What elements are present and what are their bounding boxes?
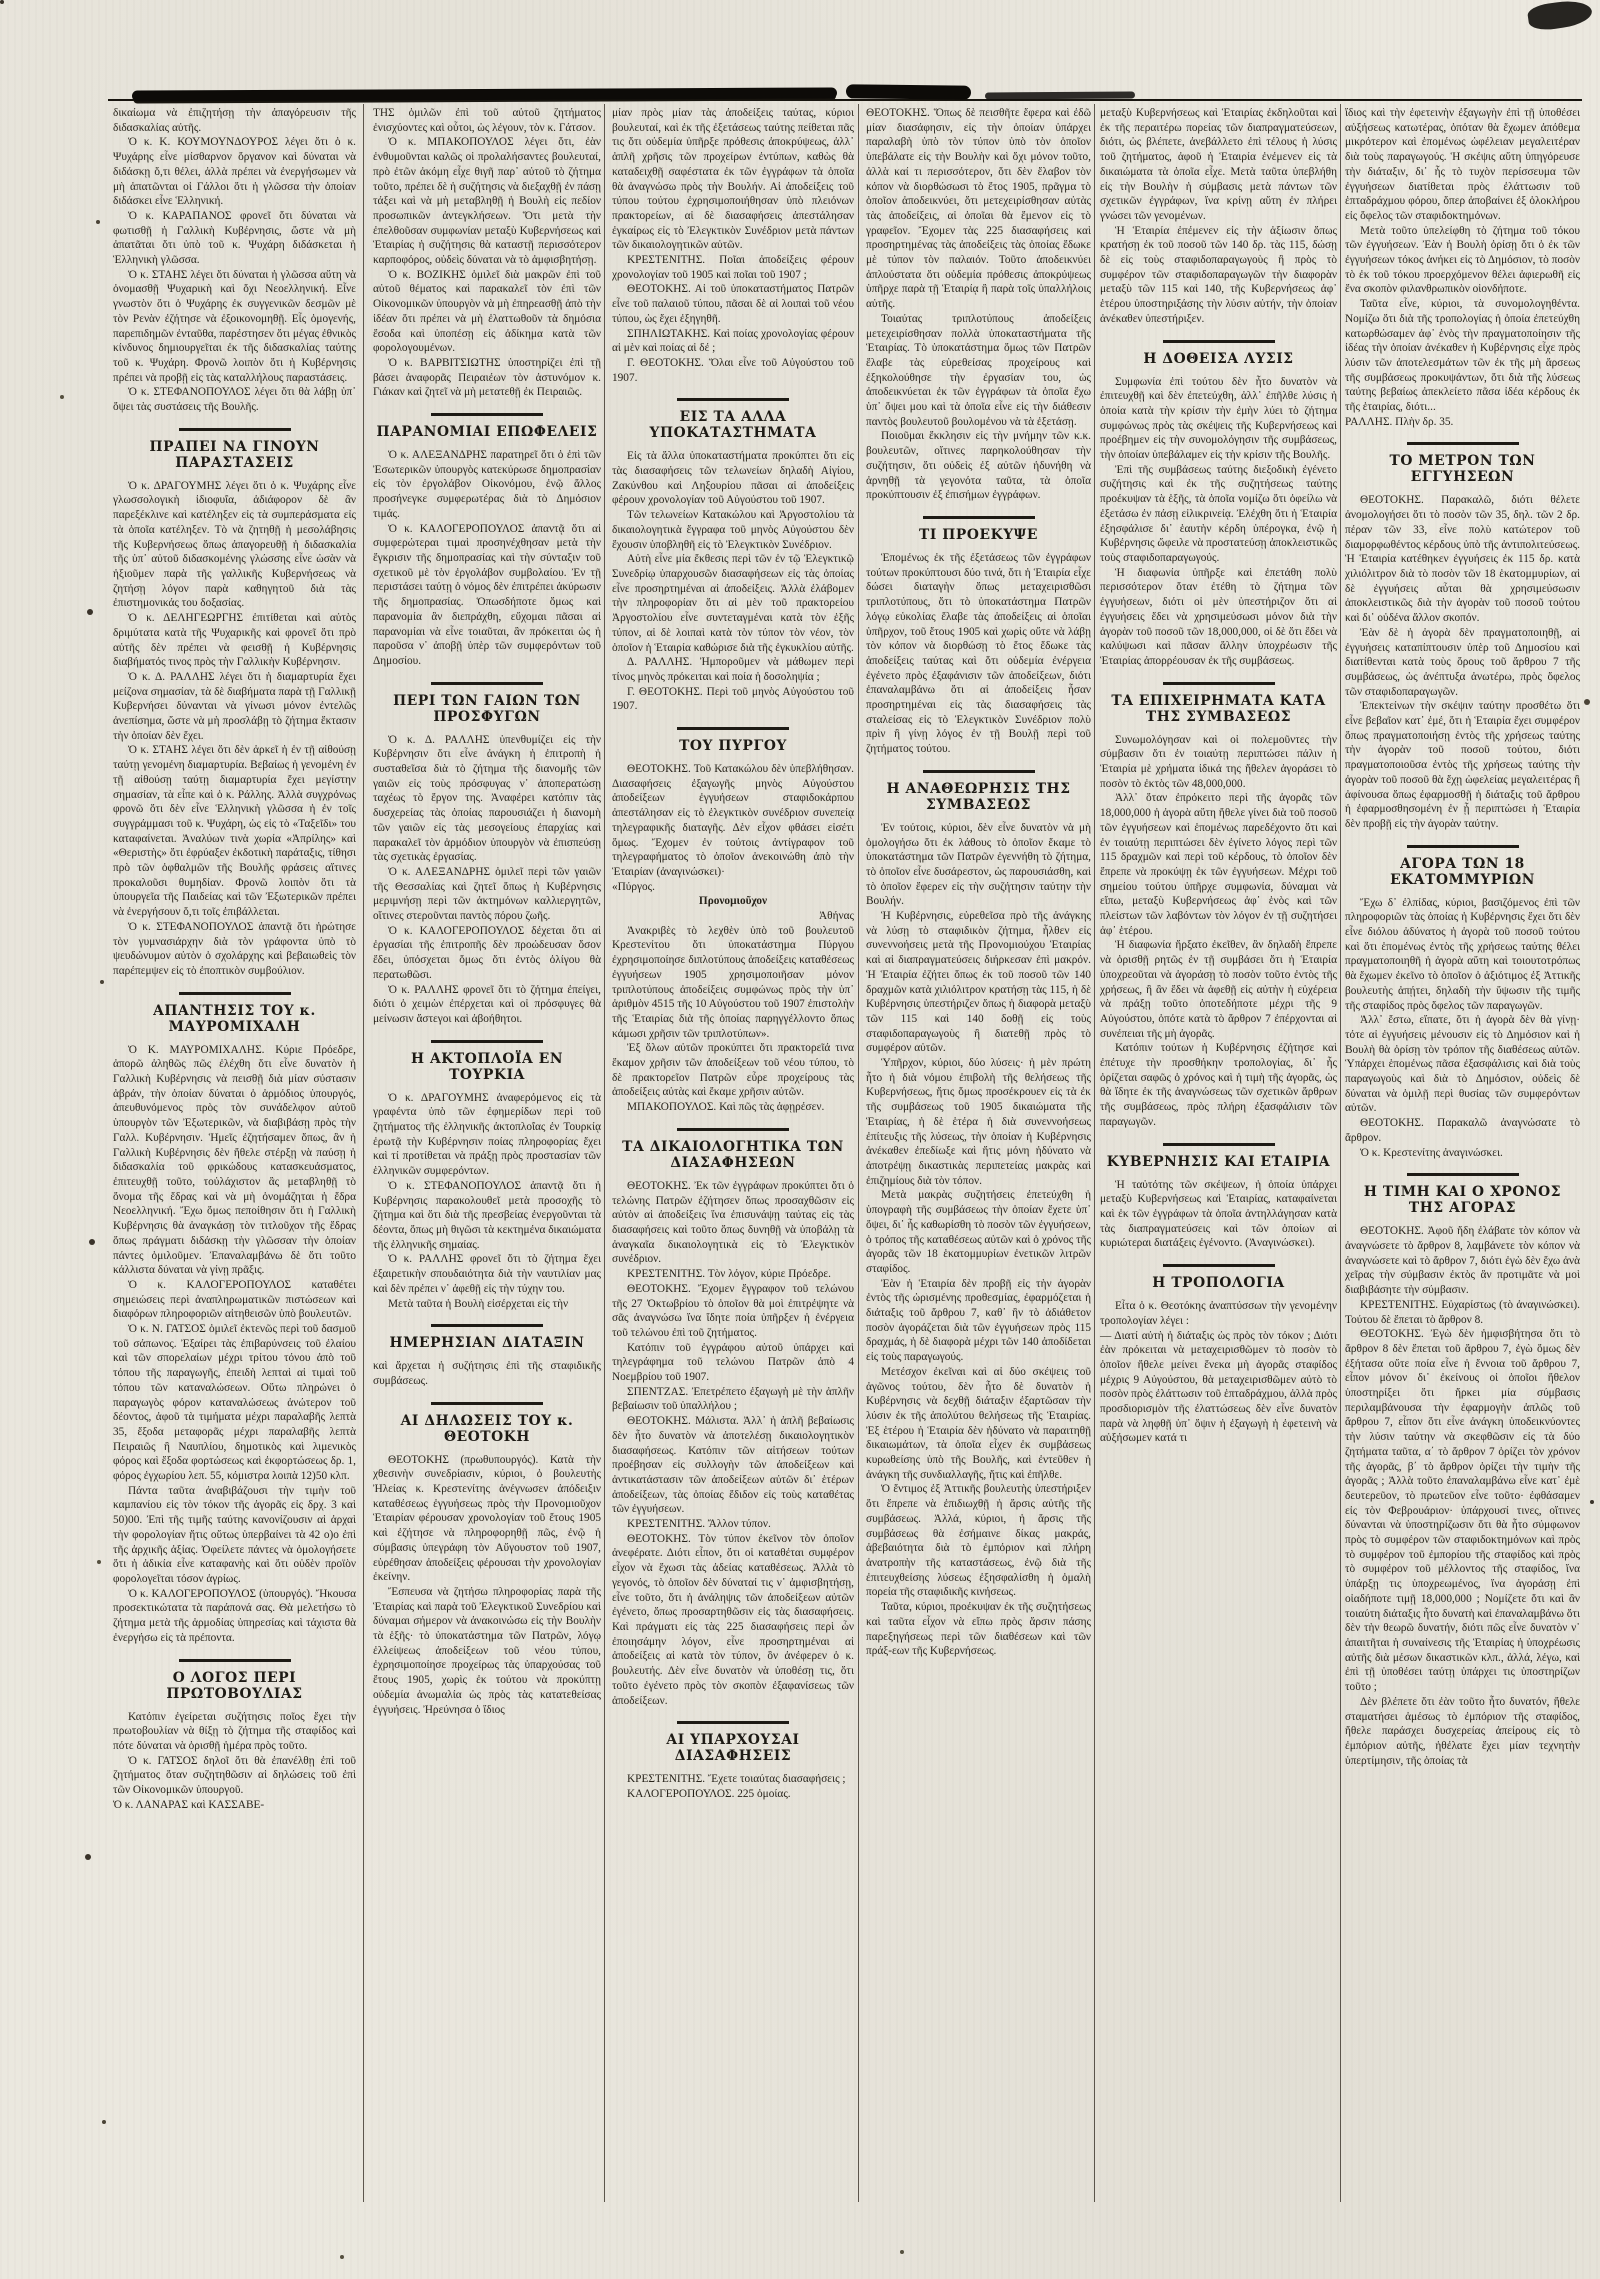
paragraph: μίαν πρὸς μίαν τὰς ἀποδείξεις ταύτας, κύριοι βουλευταί, καὶ ἐκ τῆς ἐξετάσεως ταύτης πείθεται πᾶς τις ὅτι οὐδεμία ὑπῆρξε πρόθεσις ἀποκρύψεως, ἀλλ᾽ ἁπλῆ χρῆσις τῶν προχείρων ἐντύπων, καθὼς θὰ καταδειχθῇ σαφέστατα ἐκ τῶν ἐγγράφων τὰ ὁποῖα θὰ ἀναγνώσω πρὸς τὴν Βουλήν. Αἱ ἀποδείξεις τοῦ τύπου τούτου ἐχρησιμοποιήθησαν ὑπὸ πλειόνων πρακτορείων, αἱ δὲ διασαφήσεις ἀπεστάλησαν ἐγκαίρως εἰς τὸ Ἐλεγκτικὸν Συνέδριον μετὰ πάντων τῶν δικαιολογητικῶν αὐτῶν. <box>612 107 854 252</box>
paragraph: ΘΕΟΤΟΚΗΣ. Ἀφοῦ ἤδη ἐλάβατε τὸν κόπον νὰ ἀναγνώσετε τὸ ἄρθρον 8, λαμβάνετε τὸν κόπον νὰ ἀναγνώσετε καὶ τὸ ἄρθρον 7, διότι ἐγὼ δὲν ἔχω ἀνὰ χεῖρας τὴν σύμβασιν ἐκτὸς ἂν προτιμᾶτε νὰ μοὶ διαβιβάσητε τὴν σύμβασιν. <box>1345 1225 1580 1297</box>
column-1 <box>113 106 356 1812</box>
column-4 <box>866 106 1091 1659</box>
paragraph: μεταξὺ Κυβερνήσεως καὶ Ἑταιρίας ἐκδηλοῦται καὶ ἐκ τῆς περαιτέρω πορείας τῶν διαπραγματεύσεων, διότι, ὡς βλέπετε, ἀνεβάλλετο ἐπὶ τέλους ἡ λύσις τοῦ ζητήματος, ἀφοῦ ἡ Ἑταιρία ἐνέμενεν εἰς τὰ δικαιώματα τὰ ὁποῖα εἶχε. Μετὰ ταῦτα ὑπεβλήθη εἰς τὴν Βουλὴν ἡ σύμβασις μετὰ πάντων τῶν σχετικῶν ἐγγράφων, ἵνα κρίνῃ αὕτη ἐν πλήρει γνώσει τῶν γενομένων. <box>1100 107 1337 222</box>
section-heading: ΤΑ ΕΠΙΧΕΙΡΗΜΑΤΑ ΚΑΤΑ ΤΗΣ ΣΥΜΒΑΣΕΩΣ <box>1102 682 1335 725</box>
paragraph: ΤΗΣ ὁμιλῶν ἐπὶ τοῦ αὐτοῦ ζητήματος ἐνισχύοντες καὶ οὗτοι, ὡς λέγουν, τὸν κ. Γάτσον. <box>373 107 601 134</box>
paragraph: Ὁ κ. ΒΟΖΙΚΗΣ ὁμιλεῖ διὰ μακρῶν ἐπὶ τοῦ αὐτοῦ θέματος καὶ παρακαλεῖ τὸν ἐπὶ τῶν Οἰκονομικῶν ὑπουργὸν νὰ μὴ ἐπηρεασθῇ ἀπὸ τὴν ἰδέαν ὅτι πρέπει νὰ μὴ ἐλαττωθοῦν τὰ δημόσια ἔσοδα καὶ ὑποπέσῃ εἰς ἀδίκημα κατὰ τῶν φορολογουμένων. <box>373 268 601 355</box>
paragraph: Εἰς τὰ ἄλλα ὑποκαταστήματα προκύπτει ὅτι εἰς τὰς διασαφήσεις τῶν τελωνείων δηλαδὴ Αἰγίου, Ζακύνθου καὶ Ληξουρίου πᾶσαι αἱ ἀποδείξεις φέρουν χρονολογίαν τοῦ Αὐγούστου τοῦ 1907. <box>612 450 854 507</box>
paragraph: Ὁ κ. ΚΑΛΟΓΕΡΟΠΟΥΛΟΣ (ὑπουργός). Ἤκουσα προσεκτικώτατα τὰ παράπονά σας. Θὰ μελετήσω τὸ ζήτημα μετὰ τῆς ἁρμοδίας ὑπηρεσίας καὶ τάχιστα θὰ ἐνεργήσω εἰς τὰ πρέποντα. <box>113 1587 356 1644</box>
paragraph: Ἀθήνας <box>819 910 854 923</box>
paragraph: Ἑπομένως ἐκ τῆς ἐξετάσεως τῶν ἐγγράφων τούτων προκύπτουσι δύο τινά, ὅτι ἡ Ἑταιρία εἶχε δώσει διαταγὴν ὅπως μεταχειρισθῶσι τριπλοτύπους, ὅτι τὸ ὑποκατάστημα Πατρῶν λόγῳ εὐκολίας ἔλαβε τὰς ἀποδείξεις αἱ ὁποῖαι ὑπῆρχον, τοῦ ἔτους 1905 καὶ χωρὶς οὔτε νὰ λάβῃ τὸν κόπον νὰ διορθώσῃ τὸ ἔτος ἔδωκε τὰς ἀποδείξεις ταύτας καὶ ὅτι οὐδεμία ἐνέργεια ἐγένετο πρὸς ἐξαφάνισιν τῶν ἀποδείξεων, διότι ἐπαναλαμβάνω ὅτι αἱ ἀποδείξεις ἦσαν προσηρτημέναι εἰς τὰς διασαφήσεις τὰς σταλείσας εἰς τὸ Ἐλεγκτικὸν Συνέδριον πολὺ πρὶν ἢ γίνῃ λόγος ἐν τῇ Βουλῇ περὶ τοῦ ζητήματος τούτου. <box>866 551 1091 756</box>
section-heading: Η ΔΟΘΕΙΣΑ ΛΥΣΙΣ <box>1102 340 1335 367</box>
paragraph: Ὑπῆρχον, κύριοι, δύο λύσεις· ἡ μὲν πρώτη ἦτο ἡ διὰ νόμου ἐπιβολὴ τῆς θελήσεως τῆς Κυβερνήσεως, ἥτις ὅμως προσέκρουεν εἰς τὰ ἐκ τῆς συμβάσεως τοῦ 1905 δικαιώματα τῆς Ἑταιρίας, ἡ δὲ ἑτέρα ἡ διὰ συνεννοήσεως ἐπίτευξις τῆς λύσεως, τὴν ὁποίαν ἡ Κυβέρνησις ἀνέκαθεν ἐπεδίωξε καὶ ἥτις μόνη ἠδύνατο νὰ ἀποτρέψῃ δικαστικὰς περιπετείας μακρὰς καὶ ἐπιζημίους διὰ τὸν τόπον. <box>866 1057 1091 1187</box>
paragraph: Ὁ κ. ΔΕΛΗΓΕΩΡΓΗΣ ἐπιτίθεται καὶ αὐτὸς δριμύτατα κατὰ τῆς Ψυχαρικῆς καὶ φρονεῖ ὅτι πρὸ αὐτῆς δὲν πρέπει νὰ φεισθῇ ἡ Κυβέρνησις διαβήματός τινος πρὸς τὴν Γαλλικὴν Κυβέρνησιν. <box>113 612 356 669</box>
section-heading: Ο ΛΟΓΟΣ ΠΕΡΙ ΠΡΩΤΟΒΟΥΛΙΑΣ <box>115 1659 354 1702</box>
column-divider <box>363 104 364 2202</box>
section-heading: Η ΑΚΤΟΠΛΟΪΑ ΕΝ ΤΟΥΡΚΙΑ <box>375 1040 599 1083</box>
paragraph: Ἡ Κυβέρνησις, εὑρεθεῖσα πρὸ τῆς ἀνάγκης νὰ λύσῃ τὸ σταφιδικὸν ζήτημα, ἦλθεν εἰς συνεννοήσεις μετὰ τῆς Προνομιούχου Ἑταιρίας καὶ αἱ διαπραγματεύσεις διήρκεσαν ἐπὶ μακρόν. Ἡ Ἑταιρία ἐζήτει ὅπως ἐκ τοῦ ποσοῦ τῶν 140 δραχμῶν κατὰ χιλιόλιτρον κρατήσῃ τὰς 115, ἡ δὲ Κυβέρνησις ὑπεστήριζεν ὅπως ἡ διαφορὰ μεταξὺ τῶν 115 καὶ 140 δοθῇ εἰς τοὺς σταφιδοπαραγωγοὺς ἢ διατεθῇ πρὸς τὸ συμφέρον αὐτῶν. <box>866 910 1091 1055</box>
paragraph: Δὲν βλέπετε ὅτι ἐὰν τοῦτο ἦτο δυνατόν, ἤθελε σταματήσει ἀμέσως τὸ ἐμπόριον τῆς σταφίδος, ἤθελε παράσχει δυσχερείας ἀπείρους εἰς τὸ ἐμπόριον αὐτῆς, ἠθέλατε ἔχει μίαν τεχνητὴν ὑπερτίμησιν, τῆς ὁποίας τὰ <box>1345 1695 1580 1767</box>
paragraph: Ἔσπευσα νὰ ζητήσω πληροφορίας παρὰ τῆς Ἑταιρίας καὶ παρὰ τοῦ Ἐλεγκτικοῦ Συνεδρίου καὶ δύναμαι σήμερον νὰ ἀνακοινώσω εἰς τὴν Βουλὴν τὰ ἑξῆς· τὸ ὑποκατάστημα τῶν Πατρῶν, λόγῳ ἐλλείψεως ἀποδείξεων τοῦ νέου τύπου, ἐχρησιμοποίησε προχείρως τὰς ὑπαρχούσας τοῦ ἔτους 1905, χωρὶς ἐκ τούτου νὰ προκύπτῃ οὐδεμία ἀνωμαλία ὡς πρὸς τὰς κατατεθείσας ἐγγυήσεις. Ἠρεύνησα ὁ ἴδιος <box>373 1585 601 1716</box>
section-heading: ΚΥΒΕΡΝΗΣΙΣ ΚΑΙ ΕΤΑΙΡΙΑ <box>1102 1143 1335 1170</box>
column-5 <box>1100 106 1337 1446</box>
paragraph: Ὁ κ. ΔΡΑΓΟΥΜΗΣ ἀναφερόμενος εἰς τὰ γραφέντα ὑπὸ τῶν ἐφημερίδων περὶ τοῦ ζητήματος τῆς ἑλληνικῆς ἀκτοπλοΐας ἐν Τουρκίᾳ ἐρωτᾷ τὴν Κυβέρνησιν ποίας πληροφορίας ἔχει καὶ τί προτίθεται νὰ πράξῃ πρὸς προστασίαν τῶν ἑλληνικῶν συμφερόντων. <box>373 1091 601 1178</box>
paragraph: Ποιοῦμαι ἔκκλησιν εἰς τὴν μνήμην τῶν κ.κ. βουλευτῶν, οἵτινες παρηκολούθησαν τὴν συζήτησιν, ὅτι οὐδεὶς ἐξ αὐτῶν ἠδυνήθη νὰ ἀρνηθῇ τὰ γεγονότα ταῦτα, τὰ ὁποῖα προκύπτουσιν ἐξ ἐπισήμων ἐγγράφων. <box>866 430 1091 502</box>
ink-smudge <box>846 84 971 99</box>
paragraph: Ὁ κ. ΣΤΑΗΣ λέγει ὅτι δύναται ἡ γλῶσσα αὕτη νὰ ὀνομασθῇ Ψυχαρικὴ καὶ ὄχι Νεοελληνική. Εἶνε γνωστὸν ὅτι ὁ Ψυχάρης ἐκ συγγενικῶν δεσμῶν μὲ τὸν Ρενὰν ἐζήτησε νὰ ἐξοικονομηθῇ. Εἷς ὁμογενής, παρεπιδημῶν ἐνταῦθα, παρέστησεν ὅτι μέγας ἐθνικὸς κίνδυνος δημιουργεῖται ἐκ τῆς διδασκαλίας ταύτης τοῦ κ. Ψυχάρη. Φρονῶ λοιπὸν ὅτι ἡ Κυβέρνησις πρέπει νὰ προβῇ εἰς τὰς καταλλήλους παραστάσεις. <box>113 268 356 384</box>
section-heading: Η ΤΙΜΗ ΚΑΙ Ο ΧΡΟΝΟΣ ΤΗΣ ΑΓΟΡΑΣ <box>1347 1173 1578 1216</box>
column-2 <box>373 106 601 1717</box>
paragraph: Προνομιοῦχον <box>698 895 768 908</box>
column-6 <box>1345 106 1580 1768</box>
paragraph: Ὁ κ. ΑΛΕΞΑΝΔΡΗΣ ὁμιλεῖ περὶ τῶν γαιῶν τῆς Θεσσαλίας καὶ ζητεῖ ὅπως ἡ Κυβέρνησις μεριμνήσῃ περὶ τῶν ἀκτημόνων καλλιεργητῶν, οἵτινες στεροῦνται παντὸς πόρου ζωῆς. <box>373 865 601 923</box>
paragraph: ΡΑΛΛΗΣ. Πλὴν δρ. 35. <box>1345 415 1454 428</box>
paragraph: ΘΕΟΤΟΚΗΣ. Ἐκ τῶν ἐγγράφων προκύπτει ὅτι ὁ τελώνης Πατρῶν ἐζήτησεν ὅπως προσαχθῶσιν εἰς αὐτὸν αἱ ἀποδείξεις ἵνα ἐπισυνάψῃ ταύτας εἰς τὰς διασαφήσεις καὶ τοῦτο ὅπως δυνηθῇ νὰ ὑποβάλῃ τὰ ἀναγκαῖα δικαιολογητικὰ εἰς τὸ Ἐλεγκτικὸν συνέδριον. <box>612 1179 854 1266</box>
paragraph: Ὁ κ. ΜΠΑΚΟΠΟΥΛΟΣ λέγει ὅτι, ἐὰν ἐνθυμοῦνται καλῶς οἱ προλαλήσαντες βουλευταί, πρὸ ἐτῶν ἀκόμη εἶχε θιγῆ παρ᾽ αὐτοῦ τὸ ζήτημα τοῦτο, πρέπει δὲ ἡ συζήτησις νὰ διεξαχθῇ ἐν πάσῃ τάξει καὶ νὰ μὴ μεταβληθῇ ἡ Βουλὴ εἰς πεδίον προσωπικῶν ἀντεγκλήσεων. Ὅτι μετὰ τὴν ἐπελθοῦσαν συμφωνίαν μεταξὺ Κυβερνήσεως καὶ Ἑταιρίας ἡ συζήτησις θὰ καταστῇ περισσότερον καρποφόρος, οὐδεὶς δύναται νὰ τὸ ἀμφισβητήσῃ. <box>373 136 601 267</box>
paragraph: Ὁ κ. ΚΑΛΟΓΕΡΟΠΟΥΛΟΣ δέχεται ὅτι αἱ ἐργασίαι τῆς ἐπιτροπῆς δὲν προώδευσαν ὅσον ἔδει, ὑπόσχεται ὅμως ὅτι ἐντὸς ὀλίγου θὰ περατωθῶσι. <box>373 924 601 981</box>
section-heading: Η ΑΝΑΘΕΩΡΗΣΙΣ ΤΗΣ ΣΥΜΒΑΣΕΩΣ <box>868 770 1089 813</box>
paragraph: ΚΡΕΣΤΕΝΙΤΗΣ. Ἔχετε τοιαύτας διασαφήσεις ; <box>627 1773 846 1786</box>
paragraph: Εἶτα ὁ κ. Θεοτόκης ἀναπτύσσων τὴν γενομένην τροπολογίαν λέγει : <box>1100 1300 1337 1327</box>
paragraph: Ἐὰν δὲ ἡ ἀγορὰ δὲν πραγματοποιηθῇ, αἱ ἐγγυήσεις καταπίπτουσιν ὑπὲρ τοῦ Δημοσίου καὶ διατίθενται κατὰ τοὺς ὅρους τοῦ ἄρθρου 7 τῆς συμβάσεως, ὡς ἀνέπτυξα ἀνωτέρω, πρὸς ὄφελος τῶν σταφιδοπαραγωγῶν. <box>1345 626 1580 698</box>
paragraph: Ἀλλ᾽ ὅταν ἐπρόκειτο περὶ τῆς ἀγορᾶς τῶν 18,000,000 ἡ ἀγορὰ αὕτη ἤθελε γίνει διὰ τοῦ ποσοῦ τῶν ἐγγυήσεων καὶ ἑπομένως παρεδέχοντο ὅτι καὶ ἐν τοιαύτῃ περιπτώσει δὲν ἐγίνετο λόγος περὶ τῶν 115 δραχμῶν καὶ περὶ τοῦ κέρδους, τὸ ὁποῖον δὲν ἔπρεπε νὰ προκύψῃ ἐκ τῶν ἐγγυήσεων. Μέχρι τοῦ σημείου τούτου ὑπῆρχε συμφωνία, δύναμαι νὰ εἴπω, μεταξὺ Κυβερνήσεως ἀφ᾽ ἑνὸς καὶ τῶν πλείστων τῶν λαβόντων τὸν λόγον ἐν τῇ συζητήσει ἀφ᾽ ἑτέρου. <box>1100 792 1337 937</box>
paragraph: Ὁ κ. ΛΑΝΑΡΑΣ καὶ ΚΑΣΣΑΒΕ- <box>113 1798 265 1811</box>
paragraph: Ὁ κ. ΚΑΡΑΠΑΝΟΣ φρονεῖ ὅτι δύναται νὰ φωτισθῇ ἡ Γαλλικὴ Κυβέρνησις, ὥστε νὰ μὴ ἀπατᾶται ὅτι ὑπὸ τοῦ κ. Ψυχάρη διδάσκεται ἡ Ἑλληνικὴ γλῶσσα. <box>113 209 356 267</box>
paragraph: ΘΕΟΤΟΚΗΣ. Αἱ τοῦ ὑποκαταστήματος Πατρῶν εἶνε τοῦ παλαιοῦ τύπου, πᾶσαι δὲ αἱ λοιπαὶ τοῦ νέου τύπου, ὡς ἔχει ἐξηγηθῆ. <box>612 283 854 325</box>
paragraph: Τῶν τελωνείων Κατακώλου καὶ Ἀργοστολίου τὰ δικαιολογητικὰ ἔγγραφα τοῦ μηνὸς Αὐγούστου δὲν ἔχουσιν ὑποβληθῆ εἰς τὸ Ἐλεγκτικὸν Συνέδριον. <box>612 509 854 551</box>
paragraph: Ὁ κ. ΔΡΑΓΟΥΜΗΣ λέγει ὅτι ὁ κ. Ψυχάρης εἶνε γλωσσολογικὴ ἰδιοφυΐα, ἀδιάφορον δὲ ἂν παρεξέκλινε καὶ κατέληξεν εἰς τὰ συμπεράσματα εἰς τὰ ὁποῖα κατέληξεν. Τὸ νὰ ζητηθῇ ἡ μεσολάβησις τῆς Κυβερνήσεως ὅπως ἀπαγορευθῇ ἡ διδασκαλία τῆς ὑπ᾽ αὐτοῦ διδασκομένης γλώσσης εἶνε ὡσὰν νὰ ἠξιοῦμεν παρὰ τῆς γαλλικῆς Κυβερνήσεως νὰ ζητήσῃ λόγον παρὰ καθηγητοῦ διὰ τὰς ἐπιστημονικάς του δοξασίας. <box>113 479 356 610</box>
paragraph: ΚΡΕΣΤΕΝΙΤΗΣ. Τὸν λόγον, κύριε Πρόεδρε. <box>627 1268 831 1281</box>
paragraph: Ἐπὶ τῆς συμβάσεως ταύτης διεξοδικὴ ἐγένετο συζήτησις καὶ ἐκ τῆς συζητήσεως ταύτης προέκυψαν τὰ ἑξῆς, τὰ ὁποῖα νομίζω ὅτι ὀφείλω νὰ ἐξετάσω ἐν πάσῃ εἰλικρινείᾳ. Ἐλέχθη ὅτι ἡ Ἑταιρία ἐξησφάλισε δι᾽ ἑαυτὴν κέρδη ὑπέρογκα, ἐνῷ ἡ Κυβέρνησις ὤφειλε νὰ προστατεύσῃ ἀποκλειστικῶς τοὺς σταφιδοπαραγωγούς. <box>1100 463 1337 564</box>
paragraph: ΘΕΟΤΟΚΗΣ. Μάλιστα. Ἀλλ᾽ ἡ ἁπλῆ βεβαίωσις δὲν ἦτο δυνατὸν νὰ ἀποτελέσῃ δικαιολογητικὸν διασαφήσεως. Κατόπιν τῶν αἰτήσεων τούτων προέβησαν εἰς συλλογὴν τῶν ἀποδείξεων καὶ ἀντικατάστασιν τῶν ἀποδείξεων αὐτῶν δι᾽ ἑτέρων ἀποδείξεων, τὰς ὁποίας ἔδιδον εἰς τοὺς καταθέτας τῶν ἐγγυήσεων. <box>612 1415 854 1516</box>
ink-smudge <box>985 91 1135 99</box>
paragraph: ΚΡΕΣΤΕΝΙΤΗΣ. Ποῖαι ἀποδείξεις φέρουν χρονολογίαν τοῦ 1905 καὶ ποῖαι τοῦ 1907 ; <box>612 254 854 281</box>
paragraph: Ἐν τούτοις, κύριοι, δὲν εἶνε δυνατὸν νὰ μὴ ὁμολογήσω ὅτι ἐκ λάθους τὸ ὁποῖον ἔκαμε τὸ ὑποκατάστημα τῶν Πατρῶν ἐγεννήθη τὸ ζήτημα, τὸ ὁποῖον εἶνε δυσάρεστον, ὡς παρουσιάσθη, καὶ τὸ ὁποῖον ἔφερεν εἰς τὴν συζήτησιν ταύτην τὴν Βουλήν. <box>866 821 1091 908</box>
paragraph: Συμφωνία ἐπὶ τούτου δὲν ἦτο δυνατὸν νὰ ἐπιτευχθῇ καὶ δὲν ἐπετεύχθη, ἀλλ᾽ ἐπῆλθε λύσις ἡ ὁποία κατὰ τὴν κρίσιν τὴν ἐμὴν λύει τὸ ζήτημα συμφώνως πρὸς τὰς σκέψεις τῆς Κυβερνήσεως καὶ προέβημεν εἰς τὴν συνομολόγησιν τῆς συμβάσεως, τὴν ὁποίαν ὑπεβάλαμεν εἰς τὴν κρίσιν τῆς Βουλῆς. <box>1100 375 1337 462</box>
paragraph: Ὁ κ. ΣΤΑΗΣ λέγει ὅτι δὲν ἀρκεῖ ἡ ἐν τῇ αἰθούσῃ ταύτῃ γενομένη διαμαρτυρία. Βεβαίως ἡ γενομένη ἐν τῇ αἰθούσῃ ταύτῃ διαμαρτυρία ἔχει μεγίστην σημασίαν, τὰ εἶπε καὶ ὁ κ. Ράλλης. Ἀλλὰ συγχρόνως φρονῶ ὅτι δὲν εἶνε Ἑλληνικὴ γλῶσσα ἡ ἐν τοῖς συγγράμμασι τοῦ κ. Ψυχάρη, ὡς εἰς τὸ «Ταξεῖδι» του καταφαίνεται. Ἀναλύων τινὰ χωρία «Ἀπρίλης» καὶ «Θεριστὴς» ὅτι ἐφρύαξεν ἐκδοτικὴ παράταξις, τίθησι πρὸ τῶν ὀφθαλμῶν τῆς Βουλῆς φράσεις αἵτινες προκαλοῦσι θυμηδίαν. Φρονῶ λοιπὸν ὅτι τὰ ὑπουργεῖα τῆς Παιδείας καὶ τῶν Ἐξωτερικῶν πρέπει νὰ ἐνεργήσουν ὅ,τι τοῖς ἐπιβάλλεται. <box>113 744 356 919</box>
paragraph: Ἡ ταὐτότης τῶν σκέψεων, ἡ ὁποία ὑπάρχει μεταξὺ Κυβερνήσεως καὶ Ἑταιρίας, καταφαίνεται καὶ ἐκ τῶν ἐγγράφων τὰ ὁποῖα ἀντηλλάγησαν κατὰ τὰς διαπραγματεύσεις καὶ τῶν ὁποίων αἱ κυριώτεραι διατάξεις ἐγένοντο. (Ἀναγινώσκει). <box>1100 1178 1337 1250</box>
paragraph: Ὁ ἔντιμος ἐξ Ἀττικῆς βουλευτὴς ὑπεστήριξεν ὅτι ἔπρεπε νὰ ἐπιδιωχθῇ ἡ ἄρσις αὐτῆς τῆς συμβάσεως. Ἀλλά, κύριοι, ἡ ἄρσις τῆς συμβάσεως θὰ ἐσήμαινε δίκας μακράς, ἀβεβαιότητα διὰ τὸ ἐμπόριον καὶ πλήρη ἀνατροπὴν τῆς καταστάσεως, ἐνῷ διὰ τῆς ἐπιτευχθείσης λύσεως ἐξησφαλίσθη ἡ ὁμαλὴ πορεία τῆς σταφιδικῆς κινήσεως. <box>866 1483 1091 1599</box>
paragraph: δικαίωμα νὰ ἐπιζητήσῃ τὴν ἀπαγόρευσιν τῆς διδασκαλίας αὐτῆς. <box>113 107 356 134</box>
section-heading: ΤΙ ΠΡΟΕΚΥΨΕ <box>868 516 1089 543</box>
paragraph: ΚΡΕΣΤΕΝΙΤΗΣ. Εὐχαρίστως (τὸ ἀναγινώσκει). Τούτου δὲ ἕπεται τὸ ἄρθρον 8. <box>1345 1298 1580 1326</box>
ink-blob <box>1527 0 1594 32</box>
section-heading: ΠΡΑΠΕΙ ΝΑ ΓΙΝΟΥΝ ΠΑΡΑΣΤΑΣΕΙΣ <box>115 428 354 471</box>
paragraph: Μετὰ ταῦτα ἡ Βουλὴ εἰσέρχεται εἰς τὴν <box>388 1297 569 1310</box>
section-heading: Η ΤΡΟΠΟΛΟΓΙΑ <box>1102 1264 1335 1291</box>
section-heading: ΠΕΡΙ ΤΩΝ ΓΑΙΩΝ ΤΩΝ ΠΡΟΣΦΥΓΩΝ <box>375 682 599 725</box>
paragraph: Ὁ κ. ΣΤΕΦΑΝΟΠΟΥΛΟΣ ἀπαντᾷ ὅτι ἠρώτησε τὸν γυμνασιάρχην διὰ τὸν γράφοντα ὑπὸ τὸ ψευδώνυμον αὐτὸν ὁ σχολάρχης καὶ βεβαιωθεὶς τὸν παρέπεμψεν εἰς τὸ ἐποπτικὸν συμβούλιον. <box>113 920 356 977</box>
paragraph: ΚΡΕΣΤΕΝΙΤΗΣ. Ἄλλον τύπον. <box>627 1518 771 1531</box>
paragraph: Μετὰ μακρὰς συζητήσεις ἐπετεύχθη ἡ ὑπογραφὴ τῆς συμβάσεως τὴν ὁποίαν ἔχετε ὑπ᾽ ὄψει, δι᾽ ἧς καθωρίσθη τὸ ποσὸν τῶν ἐγγυήσεων, ὁ τρόπος τῆς καταθέσεως αὐτῶν καὶ ὁ χρόνος τῆς ἀγορᾶς τῶν 18 ἑκατομμυρίων ἐνετικῶν λιτρῶν σταφίδος. <box>866 1189 1091 1275</box>
paragraph: Ὁ κ. Κ. ΚΟΥΜΟΥΝΔΟΥΡΟΣ λέγει ὅτι ὁ κ. Ψυχάρης εἶνε μίσθαρνον ὄργανον καὶ δύναται νὰ διδάσκῃ ὅ,τι θέλει, ἀλλὰ πρέπει νὰ ἐνεργήσωμεν νὰ μὴ ἀπατῶνται οἱ Γάλλοι ὅτι ἡ γλῶσσα τὴν ὁποίαν διδάσκει εἶνε Ἑλληνική. <box>113 136 356 208</box>
paragraph: Ὁ κ. ΒΑΡΒΙΤΣΙΩΤΗΣ ὑποστηρίζει ἐπὶ τῇ βάσει ἀναφορᾶς Πειραιέων τὸν ἀστυνόμον κ. Γιάκαν καὶ ζητεῖ νὰ μὴ μετατεθῇ ἐκ Πειραιῶς. <box>373 356 601 399</box>
paragraph: Ἐξ ὅλων αὐτῶν προκύπτει ὅτι πρακτορεῖά τινα ἔκαμον χρῆσιν τῶν ἀποδείξεων τοῦ νέου τύπου, τὸ δὲ πρακτορεῖον Πατρῶν εὗρε προχείρους τὰς ἀποδείξεις αὐτὰς καὶ ἔκαμε χρῆσιν αὐτῶν. <box>612 1042 854 1099</box>
paragraph: ΘΕΟΤΟΚΗΣ. Ὅπως δὲ πεισθῆτε ἔφερα καὶ ἐδῶ μίαν διασάφησιν, εἰς τὴν ὁποίαν ὑπάρχει παραλαβὴ ὑπὸ τὸν τύπον ὑπὸ τὸν ὁποῖον ὑπεβάλατε εἰς τὴν Βουλὴν καὶ ὄχι μόνον τοῦτο, ἀλλὰ καί τι περισσότερον, ὅτι δὲν ἔλαβον τὸν κόπον νὰ διορθώσωσι τὸ ἔτος 1905, πρᾶγμα τὸ ὁποῖον ἀποδεικνύει, ὅτι μετεχειρίσθησαν αὐτὰς τὰς ἀποδείξεις, αἱ ὁποῖαι θὰ ἔμενον εἰς τὸ γραφεῖον. Ἔχομεν τὰς 225 διασαφήσεις καὶ προσηρτημένας τὰς ἀποδείξεις τὰς ὁποίας ἔδωκε μὲ τύπον τὸν παλαιόν. Τοῦτο ἀποδεικνύει ἁπλούστατα ὅτι οὐδεμία πρόθεσις ἀποκρύψεως ὑπῆρχε παρὰ τῇ Ἑταιρίᾳ ἢ παρὰ τοῖς ὑπαλλήλοις αὐτῆς. <box>866 107 1091 311</box>
paragraph: ΘΕΟΤΟΚΗΣ. Τοῦ Κατακώλου δὲν ὑπεβλήθησαν. Διασαφήσεις ἐξαγωγῆς μηνὸς Αὐγούστου ἀποδείξεων ἐγγυήσεων σταφιδοκάρπου ἀπεστάλησαν εἰς τὸ ἐλεγκτικὸν συνέδριον συνεπείᾳ τηλεγραφικῆς διαταγῆς. Δὲν εἶχον φθάσει εἰσέτι ὅμως. Ἔχομεν ἐν τούτοις ἀντίγραφον τοῦ τηλεγραφήματος τὸ ὁποῖον ἀνεκοινώθη ἀπὸ τὴν Ἑταιρίαν (ἀναγινώσκει)· <box>612 763 854 878</box>
section-heading: ΑΓΟΡΑ ΤΩΝ 18 ΕΚΑΤΟΜΜΥΡΙΩΝ <box>1347 845 1578 888</box>
paragraph: Ἡ διαφωνία ἤρξατο ἐκεῖθεν, ἂν δηλαδὴ ἔπρεπε νὰ ὁρισθῇ ρητῶς ἐν τῇ συμβάσει ὅτι ἡ Ἑταιρία ὑποχρεοῦται νὰ ἀγοράσῃ τὸ ποσὸν τοῦτο ἐντὸς τῆς χρήσεως, ἢ ἂν ἔδει νὰ ἀφεθῇ εἰς αὐτὴν ἡ εὐχέρεια νὰ πράξῃ τοῦτο ὁποτεδήποτε μέχρι τῆς 9 Αὐγούστου, ὁπότε κατὰ τὸ ἄρθρον 7 ἐπέρχονται αἱ συνέπειαι τῆς μὴ ἀγορᾶς. <box>1100 939 1337 1040</box>
paragraph: — Διατί αὐτὴ ἡ διάταξις ὡς πρὸς τὸν τόκον ; Διότι ἐὰν πρόκειται νὰ μεταχειρισθῶμεν τὸ ποσὸν τὸ ὁποῖον ἤθελε μείνει ἕνεκα μὴ ἀγορᾶς σταφίδος μέχρις 9 Αὐγούστου, θὰ μεταχειρισθῶμεν αὐτὸ τὸ ποσὸν πρὸς ἐλάττωσιν τοῦ ἑπταδράχμου, ἀλλὰ πρὸς προσδιορισμὸν τῆς ἐλαττώσεως δὲν εἶνε δυνατὸν παρὰ νὰ ληφθῇ ὑπ᾽ ὄψιν ἡ ἐξαγωγὴ ἡ ἐφετεινὴ νὰ αὐξήσωμεν κατά τι <box>1100 1329 1337 1445</box>
paragraph: ΘΕΟΤΟΚΗΣ (πρωθυπουργός). Κατὰ τὴν χθεσινὴν συνεδρίασιν, κύριοι, ὁ βουλευτὴς Ἠλείας κ. Κρεστενίτης ἀνέγνωσεν ἀπόδειξιν καταθέσεως ἐγγυήσεως πρὸς τὴν Προνομιοῦχον Ἑταιρίαν φέρουσαν χρονολογίαν τοῦ ἔτους 1905 καὶ ἐζήτησε νὰ πληροφορηθῇ πῶς, ἐνῷ ἡ σύμβασις ὑπεγράφη τὸν Αὔγουστον τοῦ 1907, εὑρέθησαν ἀποδείξεις φέρουσαι τὴν χρονολογίαν ἐκείνην. <box>373 1453 601 1584</box>
paragraph: ΘΕΟΤΟΚΗΣ. Ἐγὼ δὲν ἠμφισβήτησα ὅτι τὸ ἄρθρον 8 δὲν ἕπεται τοῦ ἄρθρου 7, ἐγὼ ὅμως δὲν ἐξήτασα οὔτε ποία εἶνε ἡ ἔννοια τοῦ ἄρθρου 7, εἶπον μόνον δι᾽ ἐκείνους οἱ ὁποῖοι ἤθελον ὑποστηρίξει ὅτι ἤρκει μία σύμβασις περιλαμβάνουσα τὴν ἐφαρμογὴν ἁπλῶς τοῦ ἄρθρου 7, εἶπον ὅτι εἶνε ἀνάγκη ὑποδεικνύοντες τὴν λύσιν ταύτην νὰ σκεφθῶσιν εἰς τὰ δύο ζητήματα ταῦτα, α΄ τὸ ἄρθρον 7 ὁρίζει τὸν χρόνον τῆς ἀγορᾶς, β΄ τὸ ἄρθρον ὁρίζει τὴν τιμὴν τῆς ἀγορᾶς ; Ἀλλὰ τοῦτο ἐπαναλαμβάνω εἶνε κατ᾽ ἐμὲ δευτερεῦον, τὸ πρωτεῦον εἶνε τοῦτο· ἐφθάσαμεν εἰς τὸν Φεβρουάριον· ὑπάρχουσί τινες, οἵτινες δύνανται νὰ ὑποστηρίζωσιν ὅτι θὰ ἦτο σύμφωνον πρὸς τὸ συμφέρον τῶν σταφιδοκτημόνων καὶ πρὸς τὸ συμφέρον τοῦ ἐμπορίου τῆς σταφίδος καὶ πρὸς τὸ συμφέρον τοῦ μέλλοντος τῆς σταφίδος, ἵνα ὑπάρξῃ τις ὑποχρεωμένος, ἵνα ἀγοράσῃ ἐπὶ οἱαδήποτε τιμῇ 18,000,000 ; Νομίζετε ὅτι καὶ ἂν τοιαύτη διάταξις ἦτο δυνατὴ καὶ ἐπαναλαμβάνω ὅτι δὲν τὴν θεωρῶ δυνατήν, διότι πῶς εἶνε δυνατὸν ν᾽ ἀπαιτῆται ἡ συναίνεσις τῆς Ἑταιρίας ἡ ὑποχρέωσις αὐτῆς διὰ μέσων δικαστικῶν κλπ., ἀλλά, λέγω, καὶ ἐπὶ τῇ ὑποθέσει ταύτῃ ὑπάρχει τις ὑποστηρίζων τοῦτο ; <box>1345 1328 1580 1694</box>
paragraph: Πάντα ταῦτα ἀναβιβάζουσι τὴν τιμὴν τοῦ καμπανίου εἰς τὸν τόκον τῆς ἀγορᾶς εἰς δρχ. 3 καὶ 50)00. Ἐπὶ τῆς τιμῆς ταύτης κανονίζουσιν αἱ ἀρχαὶ τὴν φορολογίαν ἥτις οὕτως ὑπερβαίνει τὰ 42 ο)ο ἐπὶ τῆς ἀρχικῆς ἀξίας. Ὀφείλετε πάντες νὰ ὁμολογήσετε ὅτι ἡ ἀδικία εἶνε καταφανὴς καὶ ὅτι οὐδὲν προϊὸν φορολογεῖται τόσον ἀγρίως. <box>113 1484 356 1585</box>
column-divider <box>858 104 859 2202</box>
paragraph: καὶ ἄρχεται ἡ συζήτησις ἐπὶ τῆς σταφιδικῆς συμβάσεως. <box>373 1360 601 1387</box>
paragraph: Ἡ Ἑταιρία ἐπέμενεν εἰς τὴν ἀξίωσιν ὅπως κρατήσῃ ἐκ τοῦ ποσοῦ τῶν 140 δρ. τὰς 115, δώσῃ δὲ εἰς τοὺς σταφιδοπαραγωγοὺς ἢ πρὸς τὸ συμφέρον τῶν σταφιδοπαραγωγῶν τὴν διαφορὰν μεταξὺ τῶν 115 καὶ 140, τῆς Κυβερνήσεως ἀφ᾽ ἑτέρου ὑποστηριξάσης τὴν λύσιν αὐτήν, τὴν ὁποίαν ἀνέκαθεν ὑπεστήριξεν. <box>1100 224 1337 325</box>
column-3 <box>612 106 854 1802</box>
paragraph: Ἡ διαφωνία ὑπῆρξε καὶ ἐπετάθη πολὺ περισσότερον ὅταν ἐτέθη τὸ ζήτημα τῶν ἐγγυήσεων, διότι οἱ μὲν ὑπεστήριζον ὅτι αἱ ἐγγυήσεις ἔδει νὰ χρησιμεύσωσι μόνον διὰ τὴν ἀγορὰν τοῦ ποσοῦ τῶν 18,000,000, οἱ δὲ ὅτι ἔδει νὰ καλύψωσι καὶ πᾶσαν ἄλλην ὑποχρέωσιν τῆς Ἑταιρίας ἀπορρέουσαν ἐκ τῆς συμβάσεως. <box>1100 566 1337 667</box>
paragraph: Ὁ Κ. ΜΑΥΡΟΜΙΧΑΛΗΣ. Κύριε Πρόεδρε, ἀπορῶ ἀληθῶς πῶς ἐλέχθη ὅτι εἶνε δυνατὸν ἡ Γαλλικὴ Κυβέρνησις νὰ πεισθῇ διὰ μίαν σύστασιν ἁβράν, τὴν ὁποίαν δύναται ὁ ἁρμόδιος ὑπουργός, ἀπευθυνόμενος πρὸς τὸν συνάδελφον αὐτοῦ ὑπουργὸν τῶν Ἐξωτερικῶν, νὰ διαβιβάσῃ πρὸς τὴν Γαλλ. Κυβέρνησιν. Ἡμεῖς ἐζητήσαμεν ὅπως, ἂν ἡ Γαλλικὴ Κυβέρνησις δὲν ἤθελε στέρξῃ νὰ παύσῃ ἡ διδασκαλία τοῦ φρικώδους κατασκευάσματος, ἐπιτευχθῇ τοῦτο, τοὐλάχιστον ἂς μεταβληθῇ τὸ ὄνομα τῆς ἕδρας καὶ νὰ μὴ ὀνομάζηται ἡ ἕδρα Νεοελληνική. Ἔχω ὅμως πεποίθησιν ὅτι ἡ Γαλλικὴ Κυβέρνησις θὰ ἀναγκάσῃ τὸν τιτλοῦχον τῆς ἕδρας ὅπως πράγματι διδάσκῃ τὴν γλῶσσαν τὴν ὁποίαν πάντες ὁμιλοῦμεν. Ἐπαναλαμβάνω δὲ ὅτι τοῦτο κάλλιστα δύναται νὰ γίνῃ πρᾶξις. <box>113 1043 356 1277</box>
paragraph: Ταῦτα εἶνε, κύριοι, τὰ συνομολογηθέντα. Νομίζω ὅτι διὰ τῆς τροπολογίας ἡ ὁποία ἐπετεύχθη κατωρθώσαμεν ἀφ᾽ ἑνὸς τὴν πραγματοποίησιν τῆς ἰδέας τὴν ὁποίαν ἀνέκαθεν ἡ Κυβέρνησις εἶχε πρὸς λύσιν τῶν ἀποτελεσμάτων τῶν ἐκ τῆς μὴ ἄρσεως τῆς συμβάσεως προκυψάντων, ὅτι διὰ τῆς λύσεως ταύτης βεβαίως ἀπεκλείετο πᾶσα ἰδέα κέρδους ἐκ τῆς ἑταιρίας, διότι... <box>1345 298 1580 414</box>
section-heading: ΗΜΕΡΗΣΙΑΝ ΔΙΑΤΑΞΙΝ <box>375 1324 599 1351</box>
paragraph: ΚΑΛΟΓΕΡΟΠΟΥΛΟΣ. 225 ὁμοίας. <box>627 1787 791 1800</box>
paragraph: ΘΕΟΤΟΚΗΣ. Παρακαλῶ ἀναγνώσατε τὸ ἄρθρον. <box>1345 1117 1580 1144</box>
paragraph: Γ. ΘΕΟΤΟΚΗΣ. Ὅλαι εἶνε τοῦ Αὐγούστου τοῦ 1907. <box>612 356 854 384</box>
paragraph: ΘΕΟΤΟΚΗΣ. Τὸν τύπον ἐκεῖνον τὸν ὁποῖον ἀνεφέρατε. Διότι εἶπον, ὅτι οἱ καταθέται συμφέρον εἶχον νὰ ἔχωσι τὰς ἀδείας καταθέσεως. Ἀλλὰ τὸ γεγονός, τὸ ὁποῖον δὲν δύναταί τις ν᾽ ἀμφισβητήσῃ, εἶνε τοῦτο, ὅτι ἡ ἀνάληψις τῶν ἀποδείξεων αὐτῶν ἐγένετο, ὅπως προσαρτηθῶσιν εἰς τὰς διασαφήσεις. Καὶ πράγματι εἰς τὰς 225 διασαφήσεις περὶ ὧν ἐποιησάμην λόγον, εἶνε προσηρτημέναι αἱ ἀποδείξεις αἱ κατὰ τὸν τύπον, ὃν ἀνέφερεν ὁ κ. βουλευτής. Δὲν εἶνε δυνατὸν νὰ ὑποθέσῃ τις, ὅτι τοῦτο ἐγένετο πρὸς τὸν σκοπὸν ἐξαφανίσεως τῶν ἀποδείξεων. <box>612 1532 854 1707</box>
paragraph: Αὐτὴ εἶνε μία ἔκθεσις περὶ τῶν ἐν τῷ Ἐλεγκτικῷ Συνεδρίῳ ὑπαρχουσῶν διασαφήσεων εἰς τὰς ὁποίας εἶνε προσηρτημέναι αἱ ἀποδείξεις. Ἀλλὰ ἐλάβομεν τὴν πληροφορίαν ὅτι αἱ μὲν τοῦ πρακτορείου Ἀργοστολίου εἶνε συντεταγμέναι κατὰ τὸν ἑξῆς τύπον, αἱ δὲ λοιπαὶ κατὰ τὸν τύπον τὸν νέον, τὸν ὁποῖον ἡ Ἑταιρία καθώρισε διὰ τῆς ἐγκυκλίου αὐτῆς. <box>612 553 854 654</box>
paragraph: Ὁ κ. Δ. ΡΑΛΛΗΣ λέγει ὅτι ἡ διαμαρτυρία ἔχει μείζονα σημασίαν, τὰ δὲ διαβήματα παρὰ τῇ Γαλλικῇ Κυβερνήσει δύνανται νὰ γίνωσι μόνον ἐντελῶς ἀνεπίσημα, ὥστε νὰ μὴ προσλάβῃ τὸ ζήτημα ἔκτασιν τὴν ὁποίαν δὲν ἔχει. <box>113 670 356 742</box>
paragraph: ΜΠΑΚΟΠΟΥΛΟΣ. Καὶ πῶς τὰς ἀφῃρέσεν. <box>627 1101 825 1114</box>
paragraph: Ὁ κ. ΡΑΛΛΗΣ φρονεῖ ὅτι τὸ ζήτημα ἐπείγει, διότι ὁ χειμὼν ἐπέρχεται καὶ οἱ πρόσφυγες θὰ μείνωσιν ἄστεγοι καὶ ἀβοήθητοι. <box>373 983 601 1025</box>
paragraph: Κατόπιν ἐγείρεται συζήτησις ποῖος ἔχει τὴν πρωτοβουλίαν νὰ θίξῃ τὸ ζήτημα τῆς σταφίδος καὶ πότε δύναται νὰ ὁρισθῇ ἡμέρα πρὸς τοῦτο. <box>113 1710 356 1752</box>
section-heading: ΤΟ ΜΕΤΡΟΝ ΤΩΝ ΕΓΓΥΗΣΕΩΝ <box>1347 442 1578 485</box>
paragraph: «Πύργος. <box>612 880 655 893</box>
paragraph: ΣΠΗΛΙΩΤΑΚΗΣ. Καὶ ποίας χρονολογίας φέρουν αἱ μὲν καὶ ποίας αἱ δέ ; <box>612 327 854 355</box>
paragraph: ΣΠΕΝΤΖΑΣ. Ἐπετρέπετο ἐξαγωγὴ μὲ τὴν ἁπλῆν βεβαίωσιν τοῦ ὑπαλλήλου ; <box>612 1385 854 1413</box>
paragraph: Ταῦτα, κύριοι, προέκυψαν ἐκ τῆς συζητήσεως καὶ ταῦτα εἶχον νὰ εἴπω πρὸς ἄρσιν πάσης παρεξηγήσεως περὶ τῶν διαθέσεων καὶ τῶν πράξ-εων τῆς Κυβερνήσεως. <box>866 1601 1091 1658</box>
column-divider <box>1094 104 1095 2202</box>
paragraph: ἴδιος καὶ τὴν ἐφετεινὴν ἐξαγωγὴν ἐπὶ τῇ ὑποθέσει αὐξήσεως κατωτέρας, ὁπόταν θὰ ἔχωμεν ἀπόθεμα μικρότερον καὶ ἑπομένως ὠφέλειαν μεγαλειτέραν διὰ τοὺς παραγωγούς. Ἡ σκέψις αὕτη ὑπηγόρευσε τὴν διάταξιν, δι᾽ ἧς τὸ τυχὸν περίσσευμα τῶν ἐγγυήσεων διατίθεται πρὸς ἐλάττωσιν τοῦ ἑπταδράχμου φόρου, ὅπερ ἀποβαίνει ἐξ ὁλοκλήρου εἰς ὄφελος τῶν σταφιδοκτημόνων. <box>1345 107 1580 222</box>
paragraph: Ὁ κ. ΑΛΕΞΑΝΔΡΗΣ παρατηρεῖ ὅτι ὁ ἐπὶ τῶν Ἐσωτερικῶν ὑπουργὸς κατεκύρωσε δημοπρασίαν εἰς τὸν ἐργολάβον Οἰκονόμου, ἐνῷ ἄλλος προσήνεγκε συμφερωτέρας διὰ τὸ Δημόσιον τιμάς. <box>373 449 601 520</box>
paragraph: ΘΕΟΤΟΚΗΣ. Παρακαλῶ, διότι θέλετε ἀνομολογήσει ὅτι τὸ ποσὸν τῶν 35, δηλ. τῶν 2 δρ. πέραν τῶν 33, εἶνε πολὺ κατώτερον τοῦ διαμορφωθέντος κέρδους ὑπὸ τῆς ἀντιπολιτεύσεως. Ἡ Ἑταιρία κατέθηκεν ἐγγυήσεις ἐκ 115 δρ. κατὰ χιλιόλιτρον διὰ τὸ ποσὸν τῶν 18 ἑκατομμυρίων, αἱ δὲ ἐγγυήσεις αὗται θὰ χρησιμεύσωσιν ἀποκλειστικῶς διὰ τὴν ἀγορὰν τοῦ ποσοῦ τούτου καὶ δι᾽ οὐδένα ἄλλον σκοπόν. <box>1345 494 1580 625</box>
paragraph: Κατόπιν τοῦ ἐγγράφου αὐτοῦ ὑπάρχει καὶ τηλεγράφημα τοῦ τελώνου Πατρῶν ἀπὸ 4 Νοεμβρίου τοῦ 1907. <box>612 1341 854 1384</box>
paragraph: Ἔχω δ᾽ ἐλπίδας, κύριοι, βασιζόμενος ἐπὶ τῶν πληροφοριῶν τὰς ὁποίας ἡ Κυβέρνησις ἔχει ὅτι δὲν εἶνε διόλου ἀδύνατος ἡ ἀγορὰ τοῦ ποσοῦ τούτου καὶ ὅτι ἑπομένως ἐντὸς τῆς χρήσεως ταύτης θέλει πραγματοποιηθῆ ἡ ἀγορὰ αὕτη καὶ τοιουτοτρόπως θὰ ἔχωμεν ἐκεῖνο τὸ ὁποῖον ὁ ἀξιότιμος ἐξ Ἀττικῆς βουλευτὴς ἀπῄτει, δηλαδὴ τὴν ὕψωσιν τῆς τιμῆς τῆς σταφίδος πρὸς ὄφελος τῶν παραγωγῶν. <box>1345 896 1580 1012</box>
section-heading: ΑΙ ΔΗΛΩΣΕΙΣ ΤΟΥ κ. ΘΕΟΤΟΚΗ <box>375 1402 599 1445</box>
paragraph: Ὁ κ. ΡΑΛΛΗΣ φρονεῖ ὅτι τὸ ζήτημα ἔχει ἐξαιρετικὴν σπουδαιότητα διὰ τὴν ναυτιλίαν μας καὶ δὲν πρέπει ν᾽ ἀφεθῇ εἰς τὴν τύχην του. <box>373 1253 601 1295</box>
paragraph: Ὁ κ. Δ. ΡΑΛΛΗΣ ὑπενθυμίζει εἰς τὴν Κυβέρνησιν ὅτι εἶνε ἀνάγκη ἡ ἐπιτροπὴ ἡ συσταθεῖσα διὰ τὸ ζήτημα τῆς διανομῆς τῶν γαιῶν εἰς τοὺς πρόσφυγας ν᾽ ἀποπερατώσῃ ταχέως τὸ ἔργον της. Ἀναφέρει κατόπιν τὰς δυσχερείας τὰς ὁποίας παρουσιάζει ἡ διανομὴ τῶν γαιῶν εἰς τὰς μεσογείους ἐπαρχίας καὶ παρακαλεῖ τὸν ἁρμόδιον ὑπουργὸν νὰ ἐπισπεύσῃ τὰς σχετικὰς ἐργασίας. <box>373 733 601 864</box>
paragraph: Ὁ κ. ΓΑΤΣΟΣ δηλοῖ ὅτι θὰ ἐπανέλθῃ ἐπὶ τοῦ ζητήματος ὅταν συζητηθῶσιν αἱ δηλώσεις τοῦ ἐπὶ τῶν Οἰκονομικῶν ὑπουργοῦ. <box>113 1754 356 1797</box>
paragraph: Τοιαύτας τριπλοτύπους ἀποδείξεις μετεχειρίσθησαν πολλὰ ὑποκαταστήματα τῆς Ἑταιρίας. Τὸ ὑποκατάστημα ὅμως τῶν Πατρῶν ἔλαβε τὰς εὑρεθείσας προχείρους καὶ ἐξηκολούθησε τὴν ἐργασίαν του, ὡς ἀποδεικνύεται ἐκ τῶν ἐγγράφων τὰ ὁποῖα ἔχω ὑπ᾽ ὄψει μου καὶ τὰ ὁποῖα εἶνε εἰς τὴν διάθεσιν παντὸς βουλευτοῦ βουλομένου νὰ τὰ ἐξετάσῃ. <box>866 312 1091 428</box>
section-heading: ΑΠΑΝΤΗΣΙΣ ΤΟΥ κ. ΜΑΥΡΟΜΙΧΑΛΗ <box>115 992 354 1035</box>
section-heading: ΤΑ ΔΙΚΑΙΟΛΟΓΗΤΙΚΑ ΤΩΝ ΔΙΑΣΑΦΗΣΕΩΝ <box>614 1128 852 1171</box>
paragraph: Ἀνακριβὲς τὸ λεχθὲν ὑπὸ τοῦ βουλευτοῦ Κρεστενίτου ὅτι ὑποκατάστημα Πύργου ἐχρησιμοποίησε διπλοτύπους ἀποδείξεις καταθέσεως ἐγγυήσεων 1905 χρησιμοποιῆσαν μόνον τριπλοτύπους ἀποδείξεις συμφώνως πρὸς τὴν ὑπ᾽ ἀριθμὸν 4515 τῆς 10 Αὐγούστου τοῦ 1907 ἐπιστολὴν τῆς Ἑταιρίας διὰ τῆς ὁποίας παρηγγέλλοντο ὅπως κάμωσι χρῆσιν τῶν τριπλοτύπων». <box>612 924 854 1040</box>
paragraph: Ὁ κ. Κρεστενίτης ἀναγινώσκει. <box>1360 1146 1503 1159</box>
paragraph: Συνωμολόγησαν καὶ οἱ πολεμοῦντες τὴν σύμβασιν ὅτι ἐν τοιαύτῃ περιπτώσει πάλιν ἡ Ἑταιρία μὲ χρήματα ἰδικά της ἤθελεν ἀγοράσει τὸ ποσὸν τὸ ἐκτὸς τῶν 48,000,000. <box>1100 733 1337 790</box>
paragraph: ΘΕΟΤΟΚΗΣ. Ἔχομεν ἔγγραφον τοῦ τελώνου τῆς 27 Ὀκτωβρίου τὸ ὁποῖον θὰ μοὶ ἐπιτρέψητε νὰ σᾶς ἀναγνώσω ἵνα ἴδητε ποία ὑπῆρξεν ἡ ἐνέργεια τοῦ τελώνου ἐπὶ τοῦ ζητήματος. <box>612 1282 854 1339</box>
paragraph: Ἐὰν ἡ Ἑταιρία δὲν προβῇ εἰς τὴν ἀγορὰν ἐντὸς τῆς ὡρισμένης προθεσμίας, ἐφαρμόζεται ἡ διάταξις τοῦ ἄρθρου 7, καθ᾽ ἣν τὸ ἀδιάθετον ποσὸν ἀγοράζεται διὰ τῶν ἐγγυήσεων πρὸς 115 δραχμάς, ἡ δὲ διαφορὰ μέχρι τῶν 140 ἀποδίδεται εἰς τοὺς παραγωγούς. <box>866 1277 1091 1364</box>
paragraph: Ὁ κ. ΚΑΛΟΓΕΡΟΠΟΥΛΟΣ καταθέτει σημειώσεις περὶ ἀναπληρωματικῶν πιστώσεων καὶ διαφόρων πληροφοριῶν αἰτηθεισῶν ὑπὸ βουλευτῶν. <box>113 1278 356 1321</box>
section-heading: ΠΑΡΑΝΟΜΙΑΙ ΕΠΩΦΕΛΕΙΣ <box>375 413 599 440</box>
section-heading: ΕΙΣ ΤΑ ΑΛΛΑ ΥΠΟΚΑΤΑΣΤΗΜΑΤΑ <box>614 398 852 441</box>
paragraph: Ὁ κ. ΣΤΕΦΑΝΟΠΟΥΛΟΣ λέγει ὅτι θὰ λάβῃ ὑπ᾽ ὄψει τὰς συστάσεις τῆς Βουλῆς. <box>113 386 356 414</box>
ink-specks <box>0 0 4 4</box>
column-divider <box>604 104 605 2202</box>
paragraph: Μετὰ τοῦτο ὑπελείφθη τὸ ζήτημα τοῦ τόκου τῶν ἐγγυήσεων. Ἐὰν ἡ Βουλὴ ὁρίσῃ ὅτι ὁ ἐκ τῶν ἐγγυήσεων τόκος ἀνήκει εἰς τὸ Δημόσιον, τὸ ποσὸν τὸ ἐκ τοῦ τόκου προερχόμενον θέλει ἀφιερωθῆ εἰς ἕνα σκοπὸν φιλανθρωπικὸν οἱονδήποτε. <box>1345 224 1580 296</box>
section-heading: ΑΙ ΥΠΑΡΧΟΥΣΑΙ ΔΙΑΣΑΦΗΣΕΙΣ <box>614 1721 852 1764</box>
paragraph: Γ. ΘΕΟΤΟΚΗΣ. Περὶ τοῦ μηνὸς Αὐγούστου τοῦ 1907. <box>612 685 854 713</box>
paragraph: Κατόπιν τούτων ἡ Κυβέρνησις ἐζήτησε καὶ ἐπέτυχε τὴν προσθήκην τροπολογίας, δι᾽ ἧς ὁρίζεται σαφῶς ὁ χρόνος καὶ ἡ τιμὴ τῆς ἀγορᾶς, ὡς θὰ ἴδητε ἐκ τῆς ἀναγνώσεως τῶν σχετικῶν ἄρθρων τῆς συμβάσεως, πρὸς πλήρη ἐξασφάλισιν τῶν παραγωγῶν. <box>1100 1042 1337 1128</box>
paragraph: Ὁ κ. ΚΑΛΟΓΕΡΟΠΟΥΛΟΣ ἀπαντᾷ ὅτι αἱ συμφερώτεραι τιμαὶ προσηνέχθησαν μετὰ τὴν ἔγκρισιν τῆς δημοπρασίας καὶ τὴν σύνταξιν τοῦ σχετικοῦ μὲ τὸν ἐργολάβον συμβολαίου. Ἐν τῇ περιστάσει ταύτῃ ὁ νόμος δὲν ἐπιτρέπει ἀκύρωσιν τῆς δημοπρασίας. Ὁπωσδήποτε ὅμως καὶ παρανομία ἂν διεπράχθη, εὔχομαι πᾶσαι αἱ παρανομίαι νὰ εἶνε τοιαῦται, ἂν πρόκειται ὡς ἡ παροῦσα ν᾽ ἀποβῇ ὑπὲρ τῶν συμφερόντων τοῦ Δημοσίου. <box>373 522 601 667</box>
paragraph: Ἀλλ᾽ ἔστω, εἴπατε, ὅτι ἡ ἀγορὰ δὲν θὰ γίνῃ· τότε αἱ ἐγγυήσεις μένουσιν εἰς τὸ Δημόσιον καὶ ἡ Βουλὴ θὰ ὁρίσῃ τὸν τρόπον τῆς διαθέσεως αὐτῶν. Ὑπάρχει ἑπομένως πᾶσα ἐξασφάλισις καὶ διὰ τοὺς παραγωγοὺς καὶ διὰ τὸ Δημόσιον, οὐδεὶς δὲ δύναται νὰ ὁμιλῇ περὶ θυσίας τῶν συμφερόντων αὐτῶν. <box>1345 1014 1580 1115</box>
paragraph: Ὁ κ. ΣΤΕΦΑΝΟΠΟΥΛΟΣ ἀπαντᾷ ὅτι ἡ Κυβέρνησις παρακολουθεῖ μετὰ προσοχῆς τὸ ζήτημα καὶ ὅτι διὰ τῆς πρεσβείας ἐνεργοῦνται τὰ δέοντα, ὅπως μὴ θιγῶσι τὰ κεκτημένα δικαιώματα τῆς ἑλληνικῆς σημαίας. <box>373 1179 601 1251</box>
paragraph: Ἐπεκτείνων τὴν σκέψιν ταύτην προσθέτω ὅτι εἶνε βεβαῖον κατ᾽ ἐμέ, ὅτι ἡ Ἑταιρία ἔχει συμφέρον ὅπως πραγματοποιήσῃ ἐντὸς τῆς χρήσεως ταύτης τὴν ἀγορὰν τοῦ ποσοῦ τούτου, διότι πραγματοποιοῦσα ἐντὸς τῆς χρήσεως ταύτης τὴν ἀγορὰν τοῦ ποσοῦ θὰ ἔχῃ ὠφελείας μεγαλειτέρας ἢ ἀφίνουσα ὅπως ἐφαρμοσθῇ ἡ διάταξις τοῦ ἄρθρου ἡ ἐφαρμοσθησομένη ἐν ᾗ περιπτώσει ἡ Ἑταιρία δὲν προβῇ εἰς τὴν ἀγορὰν ταύτην. <box>1345 700 1580 830</box>
paragraph: Ὁ κ. Ν. ΓΑΤΣΟΣ ὁμιλεῖ ἐκτενῶς περὶ τοῦ δασμοῦ τοῦ σάπωνος. Ἐξαίρει τὰς ἐπιβαρύνσεις τοῦ ἐλαίου καὶ τῶν σπορελαίων μέχρι τρίτου τόνου ἀπὸ τοῦ τόπου τῆς παραγωγῆς, ἐπειδὴ λεπταὶ αἱ τιμαὶ τοῦ τόπου τῶν καταναλώσεων. Οὕτω πληρώνει ὁ παραγωγὸς φόρον καταναλώσεως ἀνώτερον τοῦ δέοντος, ἀφοῦ τὰ τιμήματα μέχρι παραλαβῆς λεπτὰ 35, ἔξοδα μεταφορᾶς μέχρι παραλαβῆς λεπτὰ Πειραιῶς ἢ Ναυπλίου, δημοτικὸς καὶ λιμενικὸς φόρος καὶ ἔξοδα φορτώσεως καὶ ἐκφορτώσεως δρ. 1, φόρος ἐγχωρίου λεπ. 55, κόμιστρα λοιπὰ 12)50 κλπ. <box>113 1323 356 1483</box>
paragraph: Δ. ΡΑΛΛΗΣ. Ἠμποροῦμεν νὰ μάθωμεν περὶ τίνος μηνὸς πρόκειται καὶ ποία ἡ δοσοληψία ; <box>612 656 854 683</box>
section-heading: ΤΟΥ ΠΥΡΓΟΥ <box>614 727 852 754</box>
column-divider <box>1340 104 1341 2202</box>
paragraph: Μετέσχον ἐκεῖναι καὶ αἱ δύο σκέψεις τοῦ ἀγῶνος τούτου, δὲν ἦτο δὲ δυνατὸν ἡ Κυβέρνησις νὰ δεχθῇ διάταξιν ἐξαρτῶσαν τὴν λύσιν ἐκ τῆς ἀπολύτου θελήσεως τῆς Ἑταιρίας. Ἐξ ἑτέρου ἡ Ἑταιρία δὲν ἠδύνατο νὰ παραιτηθῇ δικαιωμάτων, τὰ ὁποῖα εἶχεν ἐκ συμβάσεως κυρωθείσης ὑπὸ τῆς Βουλῆς, καὶ ἐντεῦθεν ἡ ἀνάγκη τῆς συνδιαλλαγῆς, ἥτις καὶ ἐπῆλθε. <box>866 1365 1091 1481</box>
